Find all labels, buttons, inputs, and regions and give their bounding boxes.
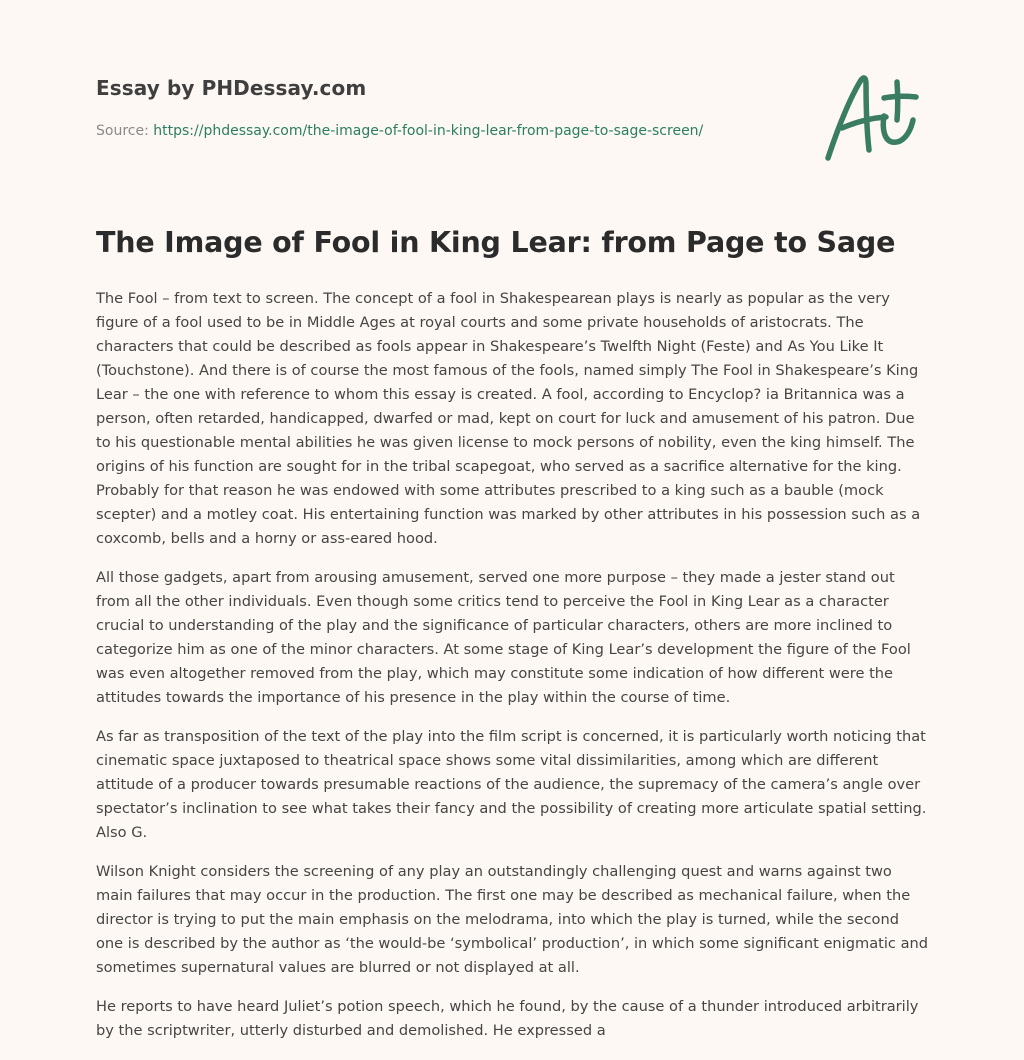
essay-paragraph: The Fool – from text to screen. The concept of a fool in Shakespearean plays is nearly as popular as the very figure of a fool used to be in Middle Ages at royal courts and some private households of aristocrats. The characters that could be described as fools appear in Shakespeare’s Twelfth Night (Feste) and As You Like It (Touchstone). And there is of course the most famous of the fools, named simply The Fool in Shakespeare’s King Lear – the one with reference to whom this essay is created. A fool, according to Encyclop? ia Britannica was a person, often retarded, handicapped, dwarfed or mad, kept on court for luck and amusement of his patron. Due to his questionable mental abilities he was given license to mock persons of nobility, even the king himself. The origins of his function are sought for in the tribal scapegoat, who served as a sacrifice alternative for the king. Probably for that reason he was endowed with some attributes prescribed to a king such as a bauble (mock scepter) and a motley coat. His entertaining function was marked by other attributes in his possession such as a coxcomb, bells and a horny or ass-eared hood.	[96, 290, 921, 547]
essay-paragraph: He reports to have heard Juliet’s potion speech, which he found, by the cause of a thunder introduced arbitrarily by the scriptwriter, utterly disturbed and demolished. He expressed a	[96, 998, 919, 1039]
source-line	[96, 123, 703, 139]
essay-paragraph: Wilson Knight considers the screening of any play an outstandingly challenging quest and warns against two main failures that may occur in the production. The first one may be described as mechanical failure, when the director is trying to put the main emphasis on the melodrama, into which the play is turned, while the second one is described by the author as ‘the would-be ‘symbolical’ production’, in which some significant enigmatic and sometimes supernatural values are blurred or not displayed at all.	[96, 863, 929, 976]
essay-body	[96, 287, 930, 1058]
essay-paragraph: As far as transposition of the text of the play into the film script is concerned, it is particularly worth noticing that cinematic space juxtaposed to theatrical space shows some vital dissimilarities, among which are different attitude of a producer towards presumable reactions of the audience, the supremacy of the camera’s angle over spectator’s inclination to see what takes their fancy and the possibility of creating more articulate spatial setting. Also G.	[96, 728, 927, 841]
essay-paragraph: All those gadgets, apart from arousing amusement, served one more purpose – they made a jester stand out from all the other individuals. Even though some critics tend to perceive the Fool in King Lear as a character crucial to understanding of the play and the significance of particular characters, others are more inclined to categorize him as one of the minor characters. At some stage of King Lear’s development the figure of the Fool was even altogether removed from the play, which may constitute some indication of how different were the attitudes towards the importance of his presence in the play within the course of time.	[96, 569, 911, 706]
essay-title: The Image of Fool in King Lear: from Page to Sage	[96, 226, 896, 259]
brand-title: Essay by PHDessay.com	[96, 76, 367, 100]
source-label: Source:	[96, 123, 149, 139]
source-link[interactable]: https://phdessay.com/the-image-of-fool-in-king-lear-from-page-to-sage-screen/	[153, 123, 704, 139]
page-header	[96, 0, 928, 200]
a-plus-logo-icon	[820, 66, 930, 166]
